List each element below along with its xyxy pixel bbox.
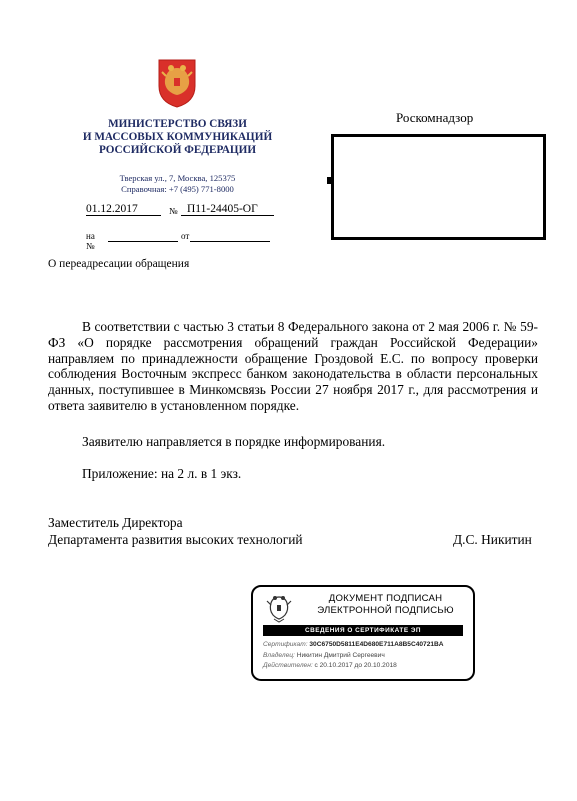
- ref-date-blank: [190, 241, 270, 242]
- certificate-header: СВЕДЕНИЯ О СЕРТИФИКАТЕ ЭП: [263, 625, 463, 636]
- ref-number-label: на №: [86, 231, 95, 251]
- validity-label: Действителен:: [263, 662, 313, 669]
- redacted-address-box: [331, 134, 546, 240]
- number-label: №: [169, 206, 178, 216]
- owner-value: Никитин Дмитрий Сергеевич: [296, 652, 385, 659]
- stamp-emblem-icon: [265, 593, 293, 623]
- certificate-label: Сертификат:: [263, 641, 308, 648]
- ref-number-blank: [108, 241, 178, 242]
- ministry-line: И МАССОВЫХ КОММУНИКАЦИЙ: [82, 131, 273, 143]
- document-date: 01.12.2017: [86, 203, 161, 216]
- ministry-line: МИНИСТЕРСТВО СВЯЗИ: [108, 118, 247, 130]
- certificate-value: 30C6750D5811E4D680E711A8B5C40721BA: [309, 641, 444, 648]
- recipient: Роскомнадзор: [396, 110, 474, 125]
- validity-value: с 20.10.2017 до 20.10.2018: [314, 662, 397, 669]
- ref-date-label: от: [181, 231, 190, 241]
- signer-department: Департамента развития высоких технологий: [48, 532, 303, 547]
- stamp-title-line: ДОКУМЕНТ ПОДПИСАН: [328, 593, 443, 604]
- address-line: Тверская ул., 7, Москва, 125375: [119, 173, 236, 183]
- letter-subject: О переадресации обращения: [48, 258, 190, 270]
- document-number: П11-24405-ОГ: [181, 203, 274, 216]
- signer-position: Заместитель Директора: [48, 515, 183, 530]
- owner-label: Владелец:: [263, 652, 295, 659]
- stamp-title-line: ЭЛЕКТРОННОЙ ПОДПИСЬЮ: [317, 605, 454, 616]
- coat-of-arms-icon: [154, 54, 200, 108]
- ministry-line: РОССИЙСКОЙ ФЕДЕРАЦИИ: [98, 144, 257, 156]
- ministry-name: [60, 118, 295, 157]
- body-paragraph: В соответствии с частью 3 статьи 8 Федерального закона от 2 мая 2006 г. № 59-ФЗ «О порядке рассмотрения обращений граждан Российской Федерации» направляем по принадлежности обращение Гроздовой Е.С. по вопросу проверки соблюдения Восточным экспресс банком законодательства в области персональных данных, поступившее в Минкомсвязь России 27 ноября 2017 г., для рассмотрения и ответа заявителю в установленном порядке.: [48, 319, 538, 413]
- certificate-line: [263, 641, 468, 648]
- phone-line: Справочная: +7 (495) 771-8000: [121, 184, 234, 194]
- attachment-note: Приложение: на 2 л. в 1 экз.: [82, 466, 242, 481]
- ministry-address: [60, 173, 295, 195]
- body-note: Заявителю направляется в порядке информирования.: [82, 434, 386, 449]
- validity-line: [263, 662, 468, 669]
- stamp-title: [303, 593, 468, 617]
- signer-name: Д.С. Никитин: [453, 532, 532, 547]
- redaction-mark: [327, 177, 331, 184]
- e-signature-stamp: [251, 585, 475, 681]
- owner-line: [263, 652, 468, 659]
